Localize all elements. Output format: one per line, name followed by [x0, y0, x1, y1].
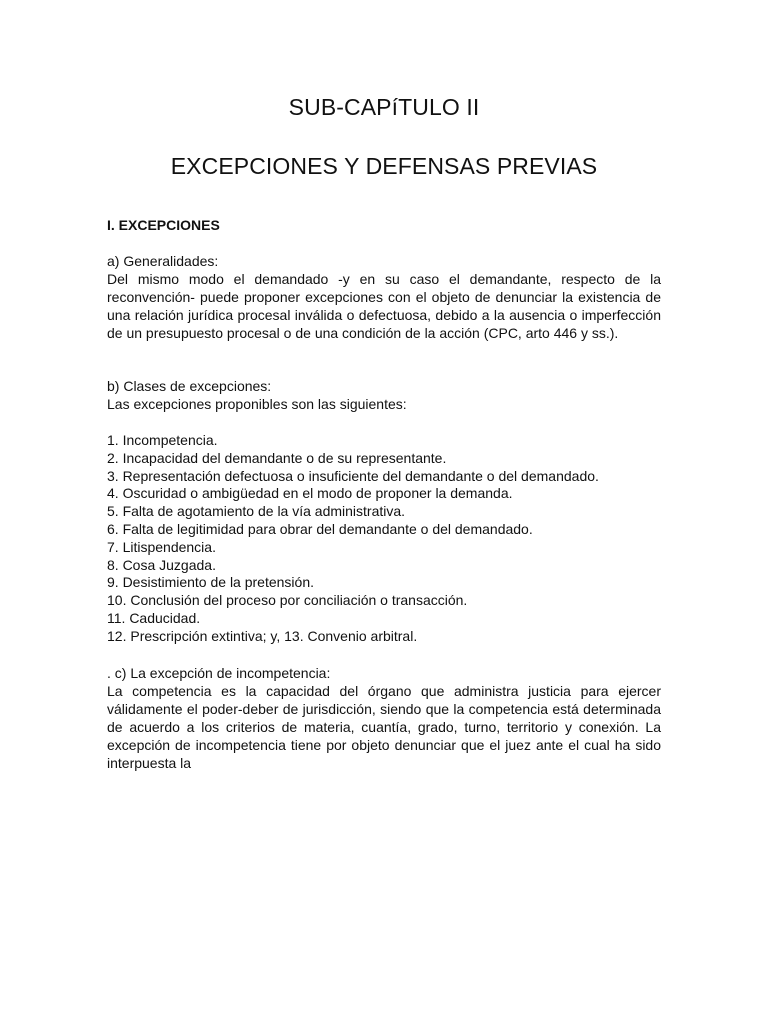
classes-section — [107, 377, 661, 413]
list-item: 4. Oscuridad o ambigüedad en el modo de proponer la demanda. — [107, 485, 513, 502]
subchapter-title: SUB-CAPíTULO II — [288, 94, 480, 120]
section-heading: I. EXCEPCIONES — [107, 217, 220, 233]
incompetence-heading: . c) La excepción de incompetencia: — [107, 665, 331, 681]
chapter-title: EXCEPCIONES Y DEFENSAS PREVIAS — [170, 153, 598, 179]
classes-intro: Las excepciones proponibles son las siguientes: — [107, 396, 407, 412]
list-item: 10. Conclusión del proceso por conciliación o transacción. — [107, 592, 468, 609]
generalities-section — [107, 252, 661, 342]
list-item: 9. Desistimiento de la pretensión. — [107, 574, 314, 591]
list-item: 6. Falta de legitimidad para obrar del demandante o del demandado. — [107, 520, 533, 537]
list-item: 2. Incapacidad del demandante o de su representante. — [107, 449, 447, 466]
incompetence-section — [107, 664, 661, 772]
generalities-body: Del mismo modo el demandado -y en su caso el demandante, respecto de la reconvención- puede proponer excepciones con el objeto de denunciar la existencia de una relación jurídica procesal inválida o defectuosa, debido a la ausencia o imperfección de un presupuesto procesal o de una condición de la acción (CPC, arto 446 y ss.). — [107, 271, 661, 341]
list-item: 3. Representación defectuosa o insuficiente del demandante o del demandado. — [107, 467, 599, 484]
list-item: 5. Falta de agotamiento de la vía administrativa. — [107, 503, 406, 520]
list-item: 7. Litispendencia. — [107, 538, 216, 555]
list-item: 12. Prescripción extintiva; y, 13. Convenio arbitral. — [107, 627, 418, 644]
exceptions-list — [107, 432, 661, 646]
incompetence-body: La competencia es la capacidad del órgano que administra justicia para ejercer válidamente el poder-deber de jurisdicción, siendo que la competencia está determinada de acuerdo a los criterios de materia, cuantía, grado, turno, territorio y conexión. La excepción de incompetencia tiene por objeto denunciar que el juez ante el cual ha sido interpuesta la — [107, 683, 661, 771]
list-item: 8. Cosa Juzgada. — [107, 556, 216, 573]
generalities-heading: a) Generalidades: — [107, 253, 219, 269]
list-item: 1. Incompetencia. — [107, 432, 218, 448]
list-item: 11. Caducidad. — [107, 609, 201, 626]
classes-heading: b) Clases de excepciones: — [107, 378, 272, 394]
